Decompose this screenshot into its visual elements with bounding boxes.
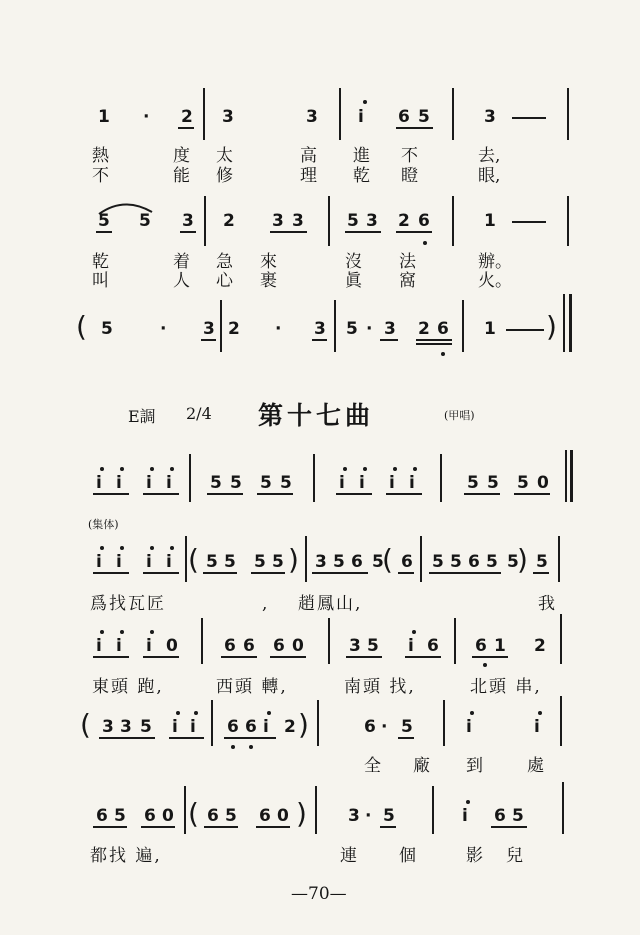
note: 1	[484, 211, 496, 231]
note: i	[358, 107, 364, 127]
underline	[312, 572, 368, 574]
close-paren: )	[288, 543, 299, 576]
barline	[313, 454, 315, 502]
lyric: 去,	[478, 146, 501, 166]
close-paren: )	[298, 708, 309, 741]
underline	[143, 493, 179, 495]
barline	[220, 300, 222, 352]
underline	[251, 572, 285, 574]
note: 6	[418, 211, 430, 231]
barline	[558, 536, 560, 582]
note: i	[146, 636, 152, 656]
lyric: 能	[173, 166, 190, 186]
note: 2	[534, 636, 546, 656]
underline	[93, 656, 129, 658]
high-octave-dot	[120, 467, 124, 471]
low-octave-dot	[441, 352, 445, 356]
time-signature: 2/4	[186, 404, 212, 423]
note: i	[190, 717, 196, 737]
underline	[201, 339, 216, 341]
note: 2	[398, 211, 410, 231]
note-dot: ·	[366, 319, 373, 339]
note: i	[359, 473, 365, 493]
barline	[432, 786, 434, 834]
underline	[312, 339, 327, 341]
high-octave-dot	[150, 467, 154, 471]
lyric: ,	[262, 594, 268, 614]
note: 2	[284, 717, 296, 737]
note: 5	[225, 806, 237, 826]
note: i	[263, 717, 269, 737]
high-octave-dot	[150, 630, 154, 634]
high-octave-dot	[120, 546, 124, 550]
note: 3	[203, 319, 215, 339]
barline	[328, 618, 330, 664]
underline	[429, 572, 501, 574]
underline	[533, 572, 549, 574]
note: 2	[418, 319, 430, 339]
barline	[452, 88, 454, 140]
underline	[203, 572, 237, 574]
underline	[270, 231, 307, 233]
ensemble-instruction: (集体)	[88, 518, 119, 531]
note: 0	[537, 473, 549, 493]
note: 3	[182, 211, 194, 231]
close-paren: )	[517, 543, 528, 576]
note: 6	[245, 717, 257, 737]
lyric: 窩	[399, 271, 416, 291]
note: 6	[259, 806, 271, 826]
note: 0	[292, 636, 304, 656]
final-barline	[565, 450, 567, 502]
lyric: 瞪	[401, 166, 418, 186]
note: 3	[484, 107, 496, 127]
lyric: 急	[216, 252, 233, 272]
high-octave-dot	[150, 546, 154, 550]
note: 3	[366, 211, 378, 231]
note: 3	[314, 319, 326, 339]
note: 0	[162, 806, 174, 826]
note: 5	[140, 717, 152, 737]
underline	[99, 737, 155, 739]
underline	[93, 572, 129, 574]
note: 3	[315, 552, 327, 572]
lyric: 乾	[92, 252, 109, 272]
lyric: 着	[173, 252, 190, 272]
note-dot: ·	[381, 717, 388, 737]
lyric: 兒	[506, 846, 523, 866]
underline	[221, 656, 257, 658]
note: 6	[427, 636, 439, 656]
note: 6	[227, 717, 239, 737]
lyric: 進	[353, 146, 370, 166]
note: 5	[383, 806, 395, 826]
note: 5	[517, 473, 529, 493]
high-octave-dot	[170, 546, 174, 550]
note: 5	[450, 552, 462, 572]
underline	[93, 826, 127, 828]
high-octave-dot	[100, 630, 104, 634]
underline	[143, 656, 179, 658]
note: 5	[254, 552, 266, 572]
close-paren: )	[546, 310, 557, 343]
lyric: 北頭 串,	[470, 677, 542, 697]
underline	[143, 572, 179, 574]
page-number: —70—	[291, 884, 347, 904]
underline	[270, 656, 306, 658]
note: 5	[486, 552, 498, 572]
note: 5	[260, 473, 272, 493]
underline	[180, 231, 196, 233]
low-octave-dot	[231, 745, 235, 749]
note: 5	[507, 552, 519, 572]
note: 6	[401, 552, 413, 572]
barline	[562, 782, 564, 834]
high-octave-dot	[470, 711, 474, 715]
note: i	[409, 473, 415, 493]
note: 5	[272, 552, 284, 572]
note-dot: ·	[160, 319, 167, 339]
note: 3	[222, 107, 234, 127]
underline	[464, 493, 500, 495]
underline	[398, 737, 414, 739]
lyric: 來	[260, 252, 277, 272]
note: 6	[207, 806, 219, 826]
lyric: 東頭 跑,	[92, 677, 164, 697]
underline	[396, 127, 433, 129]
close-paren: )	[296, 797, 307, 830]
underline	[204, 826, 238, 828]
high-octave-dot	[393, 467, 397, 471]
low-octave-dot	[483, 663, 487, 667]
note: 5	[401, 717, 413, 737]
high-octave-dot	[412, 630, 416, 634]
note: 6	[475, 636, 487, 656]
open-paren: (	[382, 543, 393, 576]
underline	[207, 493, 243, 495]
lyric: 高	[300, 146, 317, 166]
lyric: 修	[216, 166, 233, 186]
barline	[567, 196, 569, 246]
lyric: 裹	[260, 271, 277, 291]
note-dot: ·	[275, 319, 282, 339]
lyric: 人	[173, 271, 190, 291]
barline	[184, 786, 186, 834]
note: 5	[432, 552, 444, 572]
note: i	[96, 636, 102, 656]
note: 6	[437, 319, 449, 339]
note: 2	[228, 319, 240, 339]
lyric: 南頭 找,	[344, 677, 416, 697]
underline	[514, 493, 550, 495]
underline	[396, 231, 432, 233]
underline	[416, 343, 452, 345]
note: i	[408, 636, 414, 656]
note: 5	[346, 319, 358, 339]
note: 6	[398, 107, 410, 127]
barline	[339, 88, 341, 140]
lyric: 全	[364, 756, 381, 776]
extension-dash	[512, 221, 546, 223]
underline	[141, 826, 175, 828]
note: 3	[349, 636, 361, 656]
lyric: 趙鳳山,	[298, 594, 363, 614]
barline	[334, 300, 336, 352]
open-paren: (	[76, 310, 87, 343]
lyric: 不	[401, 146, 418, 166]
underline	[257, 493, 293, 495]
barline	[204, 196, 206, 246]
note: 5	[280, 473, 292, 493]
final-barline	[563, 294, 565, 352]
note: i	[534, 717, 540, 737]
note-dot: ·	[143, 107, 150, 127]
note: i	[172, 717, 178, 737]
high-octave-dot	[170, 467, 174, 471]
barline	[454, 618, 456, 664]
lyric: 廠	[413, 756, 430, 776]
barline	[560, 696, 562, 746]
lyric: 影	[466, 846, 483, 866]
note: 1	[494, 636, 506, 656]
lyric: 熱	[92, 146, 109, 166]
lyric: 法	[399, 252, 416, 272]
underline	[256, 826, 290, 828]
underline	[380, 339, 398, 341]
barline	[315, 786, 317, 834]
note: 6	[273, 636, 285, 656]
note: 5	[224, 552, 236, 572]
underline	[224, 737, 276, 739]
note: 5	[512, 806, 524, 826]
extension-dash	[512, 117, 546, 119]
note: 5	[333, 552, 345, 572]
underline	[416, 339, 452, 341]
note: 0	[166, 636, 178, 656]
high-octave-dot	[100, 467, 104, 471]
note: 5	[536, 552, 548, 572]
note: 2	[223, 211, 235, 231]
note: i	[116, 473, 122, 493]
note: 5	[114, 806, 126, 826]
note: 5	[101, 319, 113, 339]
underline	[178, 127, 194, 129]
underline	[386, 493, 422, 495]
note: i	[466, 717, 472, 737]
barline	[440, 454, 442, 502]
note: 3	[120, 717, 132, 737]
note: 3	[272, 211, 284, 231]
barline	[211, 700, 213, 746]
open-paren: (	[80, 708, 91, 741]
underline	[398, 572, 414, 574]
note: 3	[292, 211, 304, 231]
lyric: 辦。	[478, 252, 512, 272]
low-octave-dot	[249, 745, 253, 749]
underline	[491, 826, 527, 828]
note: 6	[468, 552, 480, 572]
note: 5	[418, 107, 430, 127]
high-octave-dot	[466, 800, 470, 804]
high-octave-dot	[176, 711, 180, 715]
barline	[189, 454, 191, 502]
note: i	[146, 473, 152, 493]
performer-note: (甲唱)	[444, 409, 475, 422]
note: i	[116, 636, 122, 656]
lyric: 眞	[345, 271, 362, 291]
barline	[567, 88, 569, 140]
lyric: 都找 遍,	[90, 846, 162, 866]
low-octave-dot	[423, 241, 427, 245]
open-paren: (	[188, 797, 199, 830]
lyric: 到	[466, 756, 483, 776]
note: i	[146, 552, 152, 572]
barline	[305, 536, 307, 582]
note: 5	[367, 636, 379, 656]
underline	[93, 493, 129, 495]
note: 3	[306, 107, 318, 127]
note: 6	[224, 636, 236, 656]
note: 1	[98, 107, 110, 127]
final-barline	[569, 294, 572, 352]
note: i	[96, 552, 102, 572]
barline	[328, 196, 330, 246]
note: 5	[230, 473, 242, 493]
underline	[336, 493, 372, 495]
final-barline	[570, 450, 573, 502]
underline	[96, 231, 112, 233]
note: 6	[96, 806, 108, 826]
barline	[452, 196, 454, 246]
high-octave-dot	[363, 100, 367, 104]
high-octave-dot	[413, 467, 417, 471]
note: 6	[364, 717, 376, 737]
lyric: 西頭 轉,	[216, 677, 288, 697]
note: 1	[484, 319, 496, 339]
note: i	[166, 552, 172, 572]
open-paren: (	[188, 543, 199, 576]
lyric: 乾	[353, 166, 370, 186]
note: 5	[347, 211, 359, 231]
underline	[405, 656, 441, 658]
note: 6	[351, 552, 363, 572]
high-octave-dot	[343, 467, 347, 471]
note: 5	[98, 211, 110, 231]
high-octave-dot	[267, 711, 271, 715]
barline	[560, 614, 562, 664]
note: 3	[348, 806, 360, 826]
lyric: 處	[527, 756, 544, 776]
high-octave-dot	[120, 630, 124, 634]
note: i	[166, 473, 172, 493]
extension-dash	[506, 329, 544, 331]
lyric: 度	[173, 146, 190, 166]
note: i	[339, 473, 345, 493]
barline	[462, 300, 464, 352]
lyric: 連	[340, 846, 357, 866]
lyric: 沒	[345, 252, 362, 272]
note: 5	[139, 211, 151, 231]
underline	[346, 656, 382, 658]
lyric: 不	[92, 166, 109, 186]
note: 6	[494, 806, 506, 826]
note: 3	[384, 319, 396, 339]
barline	[203, 88, 205, 140]
underline	[169, 737, 204, 739]
barline	[443, 700, 445, 746]
underline	[380, 826, 396, 828]
lyric: 眼,	[478, 166, 501, 186]
note: 6	[243, 636, 255, 656]
underline	[472, 656, 508, 658]
note: 5	[467, 473, 479, 493]
barline	[185, 536, 187, 582]
lyric: 理	[300, 166, 317, 186]
high-octave-dot	[538, 711, 542, 715]
note: i	[116, 552, 122, 572]
note: 6	[144, 806, 156, 826]
barline	[317, 700, 319, 746]
note: 2	[181, 107, 193, 127]
note: 0	[277, 806, 289, 826]
lyric: 爲找瓦匠	[90, 594, 166, 614]
barline	[420, 536, 422, 582]
note: 5	[372, 552, 384, 572]
high-octave-dot	[100, 546, 104, 550]
lyric: 個	[399, 846, 416, 866]
note: 5	[487, 473, 499, 493]
lyric: 太	[216, 146, 233, 166]
note: 3	[102, 717, 114, 737]
underline	[345, 231, 381, 233]
lyric: 我	[538, 594, 555, 614]
note: 5	[206, 552, 218, 572]
lyric: 叫	[92, 271, 109, 291]
barline	[201, 618, 203, 664]
high-octave-dot	[363, 467, 367, 471]
note: i	[96, 473, 102, 493]
lyric: 火。	[478, 271, 512, 291]
note: i	[462, 806, 468, 826]
lyric: 心	[216, 271, 233, 291]
key-signature: E調	[128, 407, 156, 426]
piece-title: 第十七曲	[258, 401, 375, 430]
note-dot: ·	[365, 806, 372, 826]
high-octave-dot	[194, 711, 198, 715]
note: i	[389, 473, 395, 493]
note: 5	[210, 473, 222, 493]
